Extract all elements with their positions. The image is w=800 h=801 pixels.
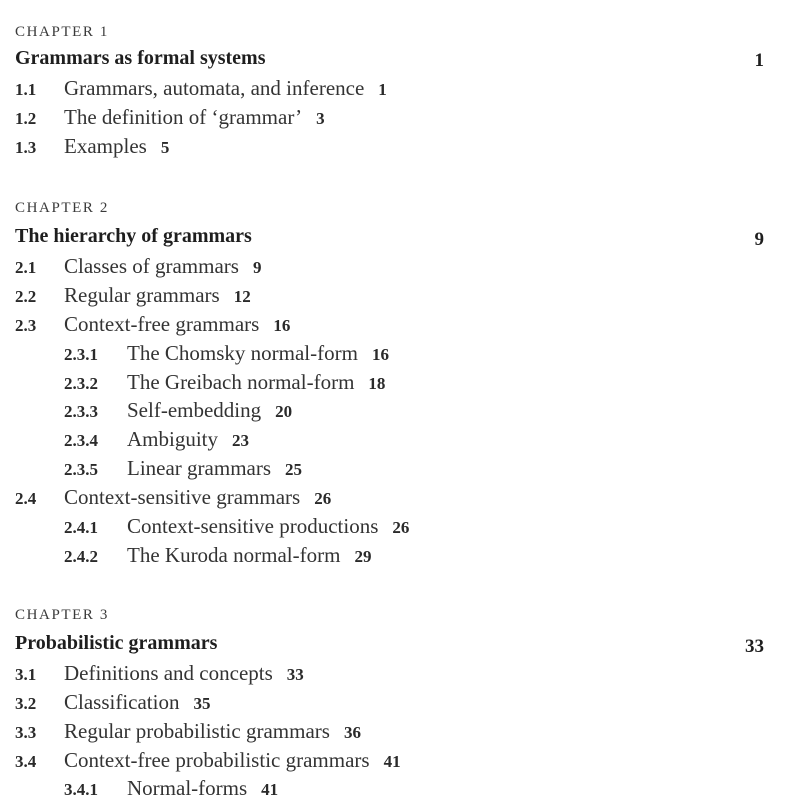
- chapter-1-title[interactable]: Grammars as formal systems: [15, 47, 266, 69]
- section-number: 2.3: [15, 316, 37, 335]
- toc-entry-2-3-2[interactable]: [64, 370, 385, 395]
- subsection-title: Self-embedding: [127, 398, 262, 422]
- section-number: 3.1: [15, 665, 37, 684]
- toc-entry-2-1[interactable]: [15, 254, 261, 279]
- section-number: 1.2: [15, 109, 37, 128]
- subsection-page: 41: [261, 780, 279, 799]
- section-page: 12: [233, 287, 251, 306]
- toc-entry-2-3-5[interactable]: [64, 456, 302, 481]
- toc-entry-3-3[interactable]: [15, 719, 361, 744]
- section-title: Regular grammars: [64, 283, 220, 307]
- toc-entry-2-4-2[interactable]: [64, 543, 371, 568]
- chapter-2-label: CHAPTER 2: [15, 200, 109, 216]
- subsection-page: 23: [232, 431, 250, 450]
- toc-entry-2-4[interactable]: [15, 485, 331, 510]
- section-number: 2.1: [15, 258, 37, 277]
- subsection-title: The Greibach normal-form: [127, 370, 355, 394]
- subsection-title: Normal-forms: [127, 776, 248, 800]
- section-number: 1.3: [15, 138, 37, 157]
- subsection-title: The Kuroda normal-form: [127, 543, 341, 567]
- section-page: 9: [252, 258, 262, 277]
- subsection-page: 26: [392, 518, 410, 537]
- subsection-number: 2.4.2: [64, 547, 98, 566]
- chapter-1-page: 1: [754, 50, 764, 71]
- section-title: Examples: [64, 134, 147, 158]
- toc-entry-3-4[interactable]: [15, 748, 401, 773]
- section-page: 3: [316, 109, 325, 128]
- subsection-title: Context-sensitive productions: [127, 514, 379, 538]
- chapter-3-title[interactable]: Probabilistic grammars: [15, 632, 218, 654]
- subsection-number: 2.4.1: [64, 518, 98, 537]
- toc-entry-2-3-3[interactable]: [64, 398, 292, 423]
- section-page: 41: [383, 752, 401, 771]
- section-number: 3.2: [15, 694, 37, 713]
- subsection-number: 2.3.1: [64, 345, 98, 364]
- section-page: 1: [378, 80, 387, 99]
- section-title: Regular probabilistic grammars: [64, 719, 330, 743]
- subsection-title: Ambiguity: [127, 427, 219, 451]
- toc-entry-1-3[interactable]: [15, 134, 169, 159]
- subsection-number: 2.3.5: [64, 460, 98, 479]
- section-number: 1.1: [15, 80, 37, 99]
- subsection-number: 2.3.4: [64, 431, 98, 450]
- chapter-3-page: 33: [745, 636, 764, 657]
- subsection-title: The Chomsky normal-form: [127, 341, 358, 365]
- toc-entry-2-2[interactable]: [15, 283, 251, 308]
- section-title: Classification: [64, 690, 180, 714]
- section-page: 16: [273, 316, 291, 335]
- toc-entry-2-4-1[interactable]: [64, 514, 409, 539]
- section-title: Definitions and concepts: [64, 661, 273, 685]
- section-number: 3.4: [15, 752, 37, 771]
- chapter-2-page: 9: [754, 229, 764, 250]
- chapter-2-title[interactable]: The hierarchy of grammars: [15, 225, 252, 247]
- section-number: 3.3: [15, 723, 37, 742]
- subsection-page: 25: [285, 460, 303, 479]
- section-title: The definition of ‘grammar’: [64, 105, 303, 129]
- subsection-number: 2.3.2: [64, 374, 98, 393]
- toc-entry-1-2[interactable]: [15, 105, 325, 130]
- subsection-title: Linear grammars: [127, 456, 272, 480]
- toc-entry-3-4-1[interactable]: [64, 776, 278, 801]
- section-page: 5: [160, 138, 170, 157]
- toc-entry-1-1[interactable]: [15, 76, 387, 101]
- section-title: Grammars, automata, and inference: [64, 76, 365, 100]
- section-page: 36: [343, 723, 361, 742]
- toc-entry-3-1[interactable]: [15, 661, 304, 686]
- section-number: 2.2: [15, 287, 37, 306]
- chapter-3-label: CHAPTER 3: [15, 607, 109, 623]
- toc-entry-2-3-4[interactable]: [64, 427, 249, 452]
- chapter-1-label: CHAPTER 1: [15, 24, 109, 40]
- section-page: 35: [193, 694, 211, 713]
- section-number: 2.4: [15, 489, 37, 508]
- section-page: 26: [314, 489, 332, 508]
- subsection-number: 3.4.1: [64, 780, 98, 799]
- section-title: Context-free probabilistic grammars: [64, 748, 370, 772]
- section-page: 33: [286, 665, 304, 684]
- section-title: Context-free grammars: [64, 312, 260, 336]
- section-title: Classes of grammars: [64, 254, 239, 278]
- section-title: Context-sensitive grammars: [64, 485, 301, 509]
- subsection-page: 18: [368, 374, 386, 393]
- toc-entry-3-2[interactable]: [15, 690, 210, 715]
- subsection-page: 16: [371, 345, 389, 364]
- subsection-page: 20: [275, 402, 293, 421]
- toc-entry-2-3-1[interactable]: [64, 341, 389, 366]
- subsection-page: 29: [354, 547, 372, 566]
- toc-entry-2-3[interactable]: [15, 312, 290, 337]
- subsection-number: 2.3.3: [64, 402, 98, 421]
